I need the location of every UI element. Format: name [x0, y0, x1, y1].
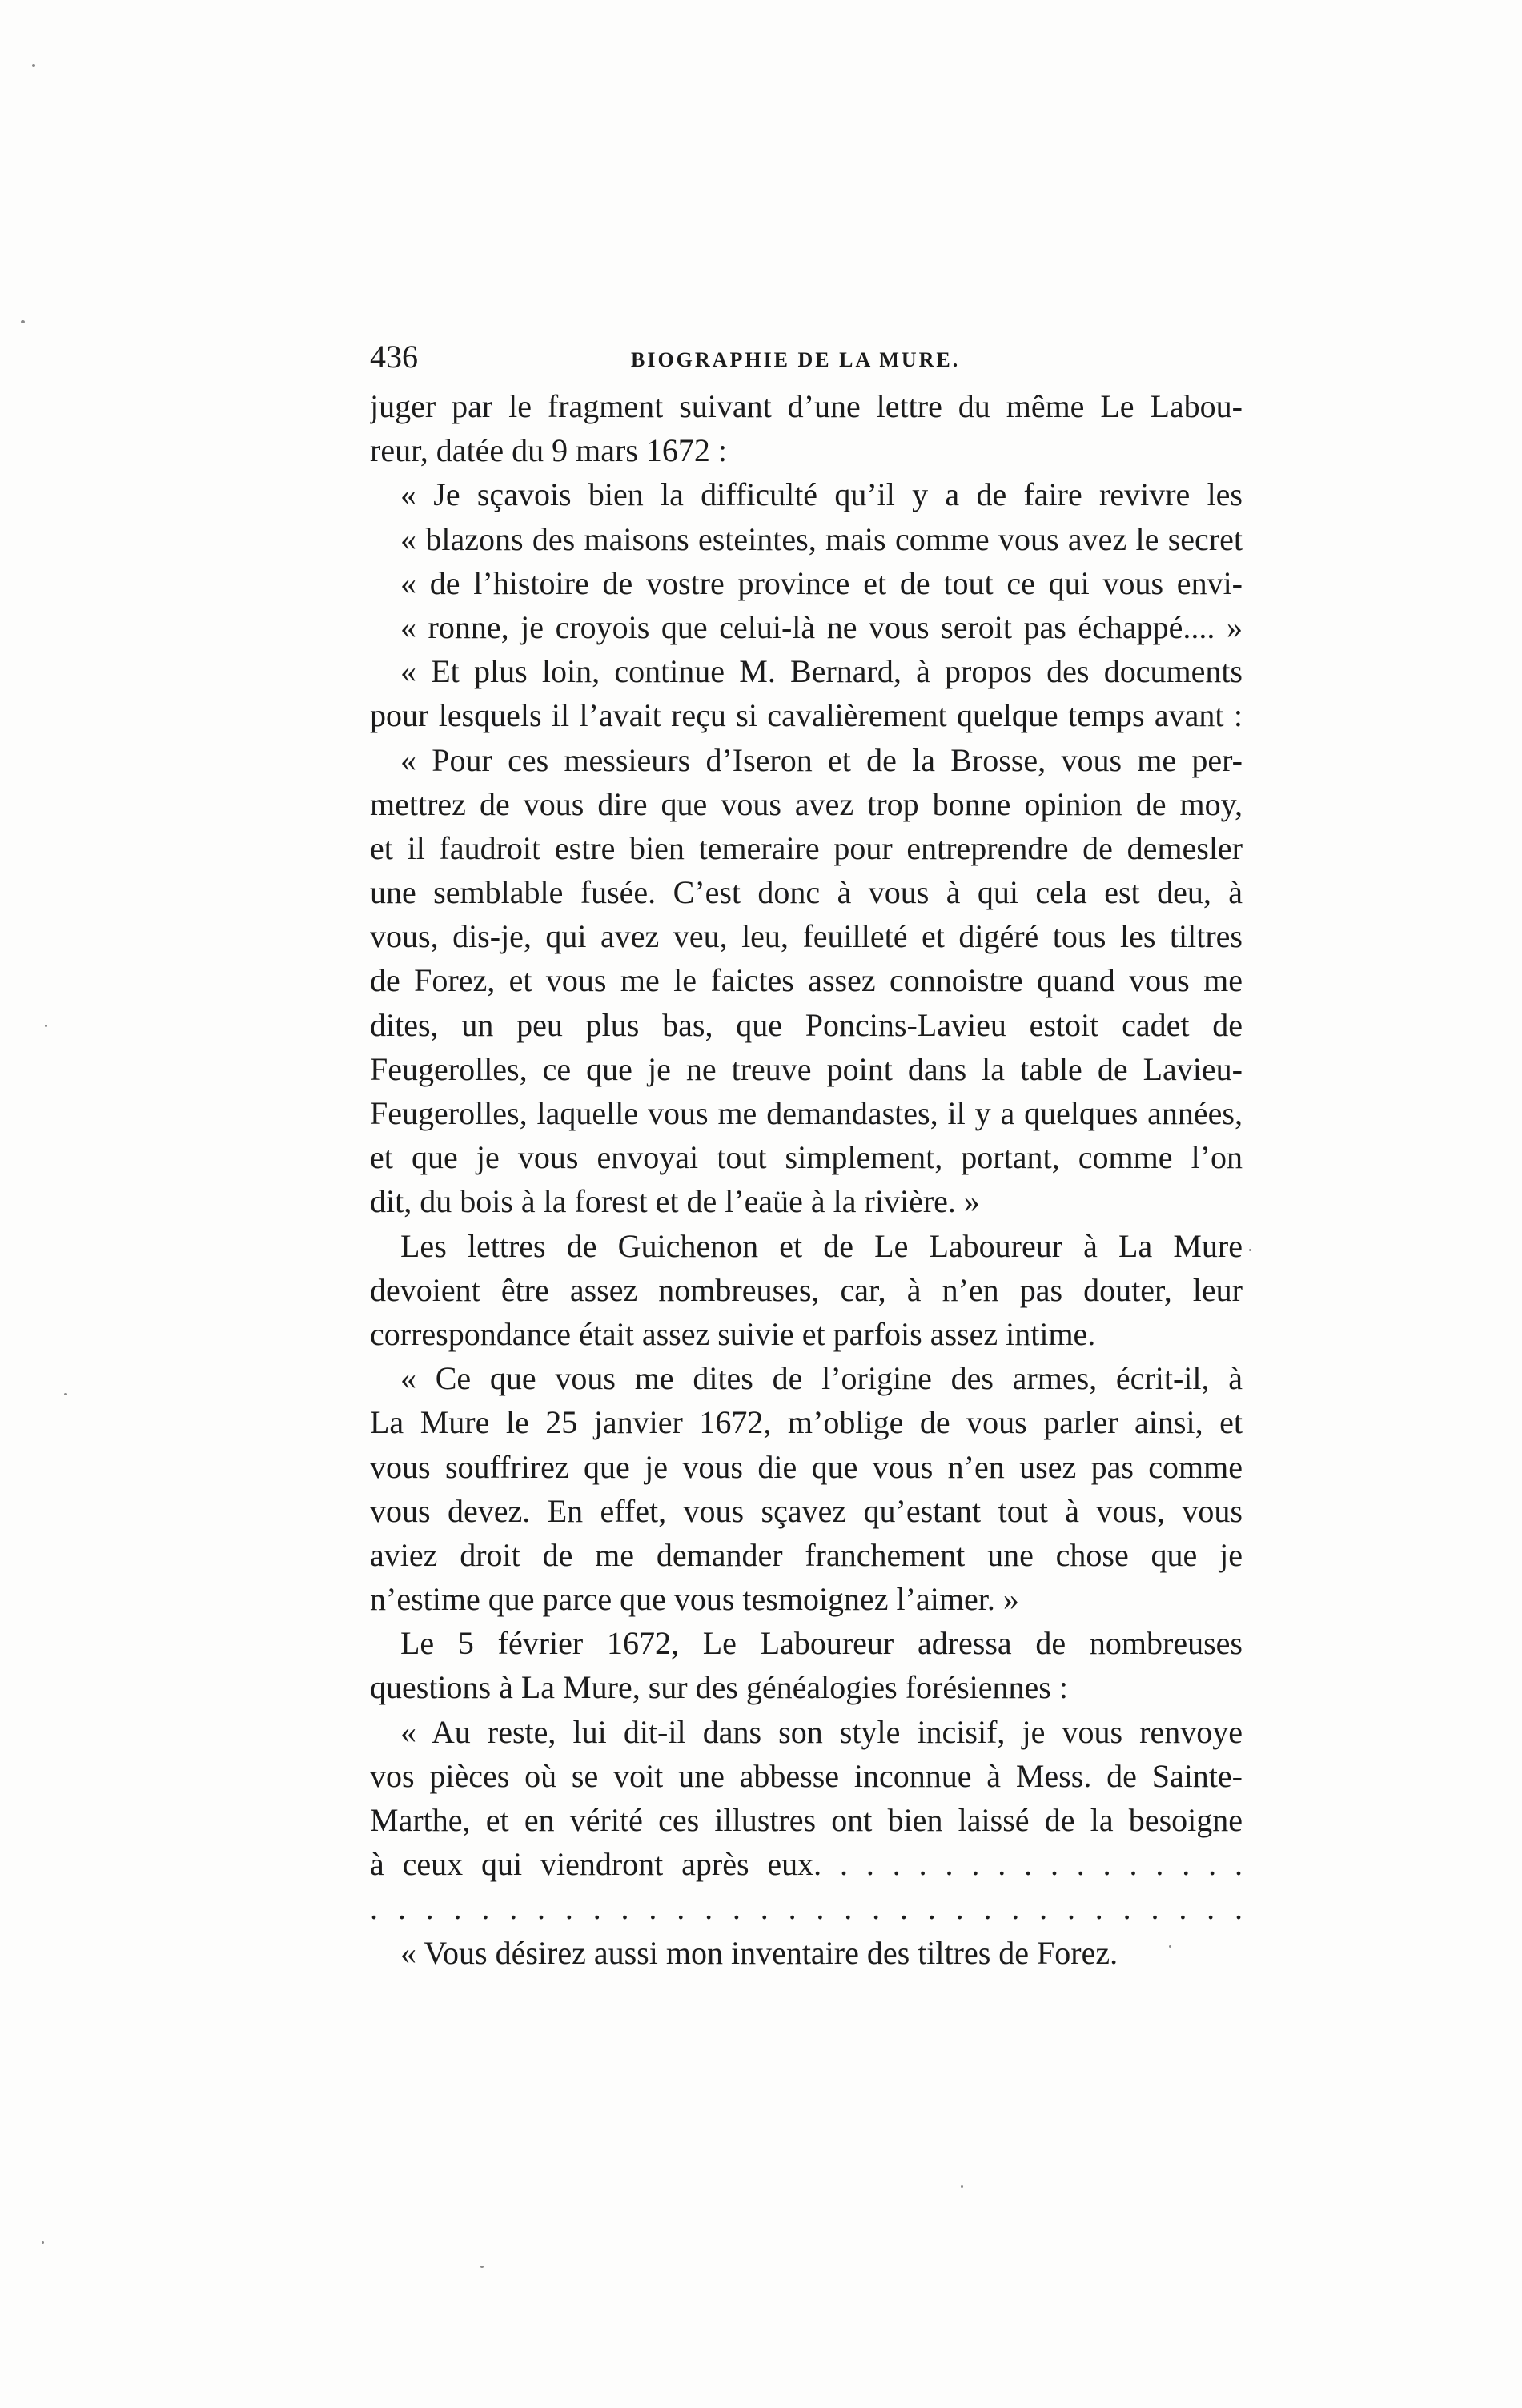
- text-line: vous, dis-je, qui avez veu, leu, feuilleté et digéré tous les tiltres: [370, 918, 1243, 955]
- text-line: questions à La Mure, sur des généalogies forésiennes :: [370, 1669, 1068, 1706]
- paper-speck: [961, 2185, 963, 2188]
- running-head: BIOGRAPHIE DE LA MURE.: [631, 348, 961, 371]
- text-line: juger par le fragment suivant d’une lettre du même Le Labou-: [370, 388, 1243, 424]
- text-line: Feugerolles, laquelle vous me demandastes, il y a quelques années,: [370, 1095, 1243, 1131]
- text-line: La Mure le 25 janvier 1672, m’oblige de vous parler ainsi, et: [370, 1404, 1243, 1441]
- text-line: une semblable fusée. C’est donc à vous à qui cela est deu, à: [370, 874, 1243, 911]
- text-line: correspondance était assez suivie et parfois assez intime.: [370, 1315, 1096, 1352]
- paper-speck: [1249, 1249, 1251, 1251]
- text-line: mettrez de vous dire que vous avez trop bonne opinion de moy,: [370, 785, 1243, 822]
- text-line: « de l’histoire de vostre province et de tout ce qui vous envi-: [400, 564, 1243, 601]
- paper-speck: [32, 64, 35, 67]
- text-line: « Pour ces messieurs d’Iseron et de la Brosse, vous me per-: [400, 741, 1243, 778]
- paper-speck: [480, 2266, 484, 2268]
- text-line: Le 5 février 1672, Le Laboureur adressa de nombreuses: [400, 1625, 1243, 1662]
- text-line: dites, un peu plus bas, que Poncins-Lavieu estoit cadet de: [370, 1006, 1243, 1043]
- text-line: Marthe, et en vérité ces illustres ont bien laissé de la besoigne: [370, 1802, 1243, 1838]
- text-line: « ronne, je croyois que celui-là ne vous seroit pas échappé.... »: [400, 608, 1243, 645]
- text-line: « Au reste, lui dit-il dans son style incisif, je vous renvoye: [400, 1713, 1243, 1750]
- page-number: 436: [370, 339, 418, 375]
- text-line: et il faudroit estre bien temeraire pour entreprendre de demesler: [370, 829, 1243, 866]
- paper-speck: [64, 1393, 67, 1395]
- paper-speck: [1169, 1945, 1171, 1948]
- text-line: à ceux qui viendront après eux. . . . . . . . . . . . . . . . .: [370, 1846, 1243, 1883]
- text-line: dit, du bois à la forest et de l’eaüe à la rivière. »: [370, 1183, 980, 1220]
- text-line: « Je sçavois bien la difficulté qu’il y a de faire revivre les: [400, 476, 1243, 513]
- body-text: [370, 384, 1243, 1975]
- text-line: « Vous désirez aussi mon inventaire des tiltres de Forez.: [400, 1934, 1118, 1971]
- text-line: vous devez. En effet, vous sçavez qu’estant tout à vous, vous: [370, 1492, 1243, 1529]
- text-line: « Et plus loin, continue M. Bernard, à propos des documents: [400, 653, 1243, 690]
- paper-speck: [42, 2241, 44, 2244]
- text-line: pour lesquels il l’avait reçu si cavalièrement quelque temps avant :: [370, 697, 1243, 734]
- text-line: « blazons des maisons esteintes, mais comme vous avez le secret: [400, 520, 1243, 557]
- text-line: vous souffrirez que je vous die que vous n’en usez pas comme: [370, 1448, 1243, 1485]
- text-line: et que je vous envoyai tout simplement, portant, comme l’on: [370, 1139, 1243, 1176]
- text-line: de Forez, et vous me le faictes assez connoistre quand vous me: [370, 962, 1243, 999]
- paper-speck: [45, 1025, 47, 1027]
- paper-speck: [21, 320, 25, 323]
- text-line: aviez droit de me demander franchement une chose que je: [370, 1536, 1243, 1573]
- text-line: vos pièces où se voit une abbesse inconnue à Mess. de Sainte-: [370, 1757, 1243, 1794]
- text-line: « Ce que vous me dites de l’origine des armes, écrit-il, à: [400, 1360, 1243, 1397]
- text-line: devoient être assez nombreuses, car, à n’en pas douter, leur: [370, 1271, 1243, 1308]
- text-line: n’estime que parce que vous tesmoignez l’aimer. »: [370, 1581, 1019, 1618]
- text-line: reur, datée du 9 mars 1672 :: [370, 432, 728, 469]
- text-line: Les lettres de Guichenon et de Le Laboureur à La Mure: [400, 1227, 1243, 1264]
- text-line: Feugerolles, ce que je ne treuve point dans la table de Lavieu-: [370, 1050, 1243, 1087]
- ellipsis-line: . . . . . . . . . . . . . . . . . . . . . . . . . . . . . . . .: [370, 1890, 1243, 1927]
- page-header: [370, 333, 1243, 381]
